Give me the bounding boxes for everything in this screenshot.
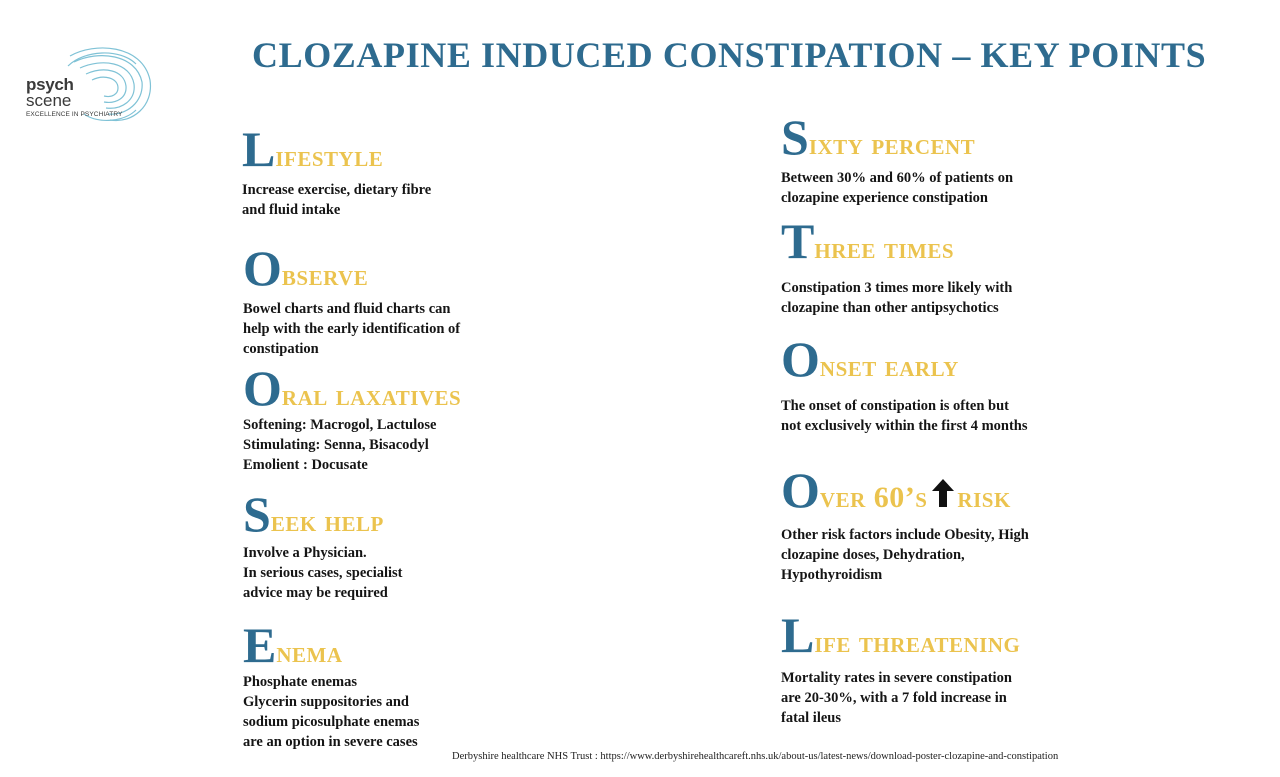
heading-initial: O [243,360,282,416]
heading-rest: ifestyle [275,140,384,173]
section-heading [781,462,1029,518]
heading-rest: eek help [270,505,384,538]
body-line: The onset of constipation is often but [781,398,1009,414]
body-line: are an option in severe cases [243,734,418,750]
section-body [243,543,403,603]
section-enema [243,617,420,752]
heading-initial: O [243,240,282,296]
section-observe [243,240,461,359]
body-line: help with the early identification of [243,321,461,337]
source-citation: Derbyshire healthcare NHS Trust : https://www.derbyshirehealthcareft.nhs.uk/about-us/latest-news/download-poster-clozapine-and-constipation [452,751,1059,762]
body-line: Bowel charts and fluid charts can [243,301,451,317]
up-arrow-icon [930,477,956,509]
heading-initial: L [242,121,276,177]
heading-initial: L [781,607,815,663]
body-line: Stimulating: Senna, Bisacodyl [243,437,429,453]
body-line: Phosphate enemas [243,674,357,690]
section-onset-early [781,331,1028,436]
section-heading [243,617,419,673]
heading-initial: S [243,486,271,542]
body-line: Involve a Physician. [243,545,367,561]
section-heading [781,109,1013,165]
body-line: Other risk factors include Obesity, High [781,527,1029,543]
section-oral-laxatives [243,360,462,475]
heading-rest: ral laxatives [281,379,462,412]
body-line: sodium picosulphate enemas [243,714,420,730]
body-line: and fluid intake [242,202,341,218]
section-body [242,180,431,220]
section-heading [781,213,1012,269]
psych-scene-logo [24,44,156,128]
body-line: are 20-30%, with a 7 fold increase in [781,690,1007,706]
heading-rest: ixty percent [808,128,976,161]
section-heading [243,360,462,416]
section-body [243,672,419,752]
page-title: CLOZAPINE INDUCED CONSTIPATION – KEY POINTS [252,35,1207,75]
heading-initial: O [781,462,820,518]
section-heading [243,240,460,296]
heading-rest: nset early [819,350,959,383]
section-body [243,415,461,475]
section-body [781,668,1020,728]
body-line: Between 30% and 60% of patients on [781,170,1014,186]
section-lifestyle [242,121,432,220]
section-body [781,525,1029,585]
body-line: Softening: Macrogol, Lactulose [243,417,437,433]
body-line: clozapine experience constipation [781,190,989,206]
body-line: Mortality rates in severe constipation [781,670,1012,686]
body-line: clozapine doses, Dehydration, [781,547,965,563]
section-seek-help [243,486,403,603]
logo-word-psych: psych [26,75,74,94]
logo-word-scene: scene [26,91,72,110]
section-three-times [781,213,1013,318]
body-line: advice may be required [243,585,388,601]
heading-rest: bserve [281,259,369,292]
section-life-threatening [781,607,1021,728]
heading-rest: ife threatening [814,626,1021,659]
body-line: clozapine than other antipsychotics [781,300,999,316]
heading-initial: O [781,331,820,387]
heading-rest: hree times [814,232,955,265]
body-line: constipation [243,341,319,357]
section-body [781,396,1028,436]
body-line: Hypothyroidism [781,567,883,583]
heading-initial: S [781,109,809,165]
body-line: In serious cases, specialist [243,565,403,581]
heading-initial: T [781,213,815,269]
section-body [781,168,1013,208]
heading-rest: nema [276,636,343,669]
section-body [781,278,1012,318]
section-heading [242,121,431,177]
heading-initial: E [243,617,277,673]
body-line: Constipation 3 times more likely with [781,280,1013,296]
section-over-60s [781,462,1029,585]
heading-rest-after: risk [957,481,1011,514]
section-heading [781,331,1028,387]
body-line: Glycerin suppositories and [243,694,409,710]
section-heading [781,607,1021,663]
body-line: Increase exercise, dietary fibre [242,182,432,198]
body-line: not exclusively within the first 4 months [781,418,1028,434]
section-sixty-percent [781,109,1014,208]
section-body [243,299,460,359]
body-line: fatal ileus [781,710,842,726]
section-heading [243,486,403,542]
body-line: Emolient : Docusate [243,457,368,473]
heading-rest: ver 60’s [819,481,928,514]
logo-tagline: EXCELLENCE IN PSYCHIATRY [26,111,123,118]
